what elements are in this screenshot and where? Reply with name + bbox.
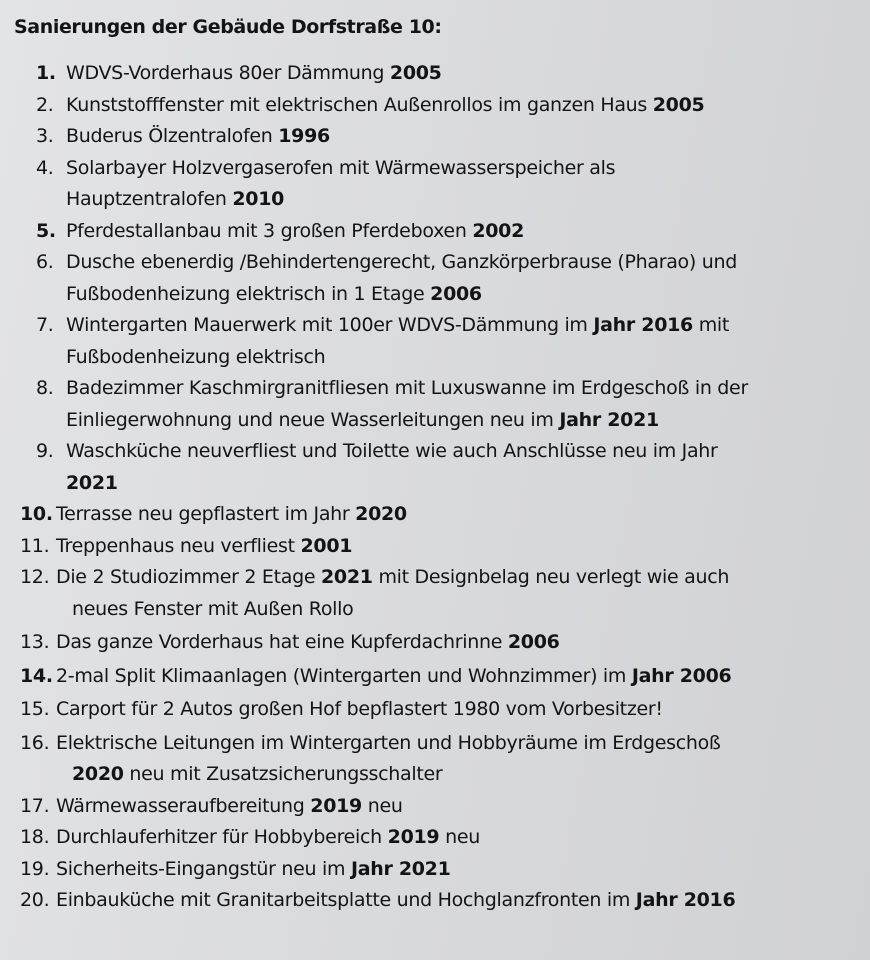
list-item-line	[66, 405, 748, 437]
item-text-segment: Dusche ebenerdig /Behindertengerecht, Ganzkörperbrause (Pharao) und	[66, 251, 737, 273]
item-text-segment: Solarbayer Holzvergaserofen mit Wärmewasserspeicher als	[66, 156, 616, 179]
list-item	[14, 694, 850, 726]
list-item-text	[56, 562, 729, 625]
year-highlight: 2002	[472, 219, 524, 242]
list-item-text	[66, 436, 718, 499]
item-text-segment: mit	[692, 314, 730, 336]
list-item-line	[66, 58, 442, 90]
list-item	[14, 885, 850, 917]
item-text-segment: mit Designbelag neu verlegt wie auch	[372, 566, 730, 588]
item-text-segment: Fußbodenheizung elektrisch	[66, 345, 326, 368]
list-item-text	[56, 728, 721, 791]
list-item-number: 20.	[20, 889, 50, 911]
list-item-text	[66, 58, 442, 90]
year-highlight: 2019	[310, 794, 362, 817]
item-text-segment: Wärmewasseraufbereitung	[56, 794, 311, 817]
year-highlight: 2021	[321, 566, 373, 588]
list-item-number: 5.	[36, 219, 56, 242]
item-text-segment: neu	[439, 826, 480, 848]
list-item-line	[66, 436, 718, 468]
list-item-line	[66, 310, 729, 342]
item-text-segment: neu	[361, 794, 403, 817]
list-item-number: 3.	[36, 125, 54, 147]
list-item-line	[66, 468, 718, 500]
list-item-line	[66, 121, 330, 153]
item-text-segment: 2-mal Split Klimaanlagen (Wintergarten und Wohnzimmer) im	[56, 664, 632, 687]
item-text-segment: Pferdestallanbau mit 3 großen Pferdeboxen	[66, 219, 473, 242]
list-item	[14, 822, 850, 854]
list-item-line	[56, 854, 451, 886]
year-highlight: 2006	[430, 282, 482, 305]
year-highlight: Jahr 2021	[350, 857, 451, 880]
year-highlight: 2019	[387, 826, 440, 848]
list-item-text	[66, 310, 729, 373]
list-item-line	[66, 90, 704, 122]
item-text-segment: Terrasse neu gepflastert im Jahr	[56, 503, 356, 525]
list-item-text	[56, 854, 451, 886]
list-item-text	[56, 885, 735, 917]
list-item	[14, 627, 850, 659]
list-item-line	[72, 594, 729, 626]
renovation-list	[14, 58, 850, 917]
list-item-text	[56, 694, 663, 726]
year-highlight: 2005	[389, 62, 442, 84]
list-item	[14, 728, 850, 791]
list-item-text	[66, 90, 704, 122]
list-item-line	[66, 373, 748, 405]
item-text-segment: Treppenhaus neu verfliest	[56, 534, 301, 557]
list-item-number: 2.	[36, 93, 54, 116]
list-item-text	[56, 822, 480, 854]
year-highlight: 2006	[507, 631, 560, 653]
list-item-text	[66, 121, 330, 153]
year-highlight: Jahr 2016	[635, 889, 736, 911]
item-text-segment: Hauptzentralofen	[66, 188, 233, 210]
list-item-number: 8.	[36, 377, 54, 399]
list-item-text	[56, 791, 403, 823]
list-item	[14, 216, 850, 248]
year-highlight: 1996	[278, 125, 330, 147]
list-item-text	[56, 531, 352, 563]
list-item	[14, 531, 850, 563]
list-item	[14, 373, 850, 436]
list-item-text	[66, 247, 737, 310]
list-item-number: 12.	[20, 566, 50, 588]
year-highlight: 2020	[72, 763, 124, 785]
list-item-text	[66, 216, 524, 248]
item-text-segment: Kunststofffenster mit elektrischen Außenrollos im ganzen Haus	[66, 93, 653, 116]
year-highlight: Jahr 2006	[631, 664, 732, 687]
list-item	[14, 247, 850, 310]
list-item	[14, 661, 850, 693]
list-item-number: 7.	[36, 314, 54, 336]
item-text-segment: Elektrische Leitungen im Wintergarten und Hobbyräume im Erdgeschoß	[56, 731, 721, 754]
list-item-line	[56, 499, 407, 531]
year-highlight: Jahr 2016	[593, 314, 693, 336]
item-text-segment: Sicherheits-Eingangstür neu im	[56, 857, 351, 880]
list-item	[14, 121, 850, 153]
item-text-segment: neu mit Zusatzsicherungsschalter	[123, 763, 443, 785]
item-text-segment: Waschküche neuverfliest und Toilette wie auch Anschlüsse neu im Jahr	[66, 440, 718, 462]
list-item-number: 15.	[20, 698, 50, 720]
list-item-line	[72, 759, 721, 791]
list-item	[14, 791, 850, 823]
list-item-number: 17.	[20, 794, 50, 817]
list-item	[14, 499, 850, 531]
list-item-line	[56, 531, 352, 563]
list-item-line	[66, 184, 615, 216]
list-item-number: 9.	[36, 440, 54, 462]
list-item	[14, 58, 850, 90]
list-item	[14, 562, 850, 625]
list-item	[14, 436, 850, 499]
list-item-line	[56, 661, 731, 693]
list-item-number: 19.	[20, 857, 50, 880]
list-item-line	[56, 562, 729, 594]
year-highlight: Jahr 2021	[559, 408, 659, 431]
item-text-segment: Wintergarten Mauerwerk mit 100er WDVS-Dämmung im	[66, 314, 594, 336]
list-item-number: 18.	[20, 826, 50, 848]
list-item-line	[56, 728, 721, 760]
item-text-segment: Badezimmer Kaschmirgranitfliesen mit Luxuswanne im Erdgeschoß in der	[66, 377, 748, 399]
list-item-number: 16.	[20, 731, 50, 754]
list-item-number: 14.	[20, 664, 53, 687]
list-item-text	[66, 373, 748, 436]
list-item-line	[66, 216, 524, 248]
list-item-number: 13.	[20, 631, 50, 653]
item-text-segment: Durchlauferhitzer für Hobbybereich	[56, 826, 388, 848]
list-item-line	[56, 822, 480, 854]
list-item-line	[56, 627, 560, 659]
list-item-line	[66, 247, 737, 279]
item-text-segment: Das ganze Vorderhaus hat eine Kupferdachrinne	[56, 631, 508, 653]
year-highlight: 2001	[300, 534, 353, 557]
list-item-number: 4.	[36, 156, 54, 179]
list-item-number: 1.	[36, 62, 56, 84]
list-item-text	[56, 661, 731, 693]
year-highlight: 2020	[355, 503, 407, 525]
list-item-text	[66, 153, 615, 216]
list-item-line	[66, 153, 615, 185]
item-text-segment: neues Fenster mit Außen Rollo	[72, 597, 354, 620]
list-item-line	[66, 342, 729, 374]
list-item-line	[56, 694, 663, 726]
item-text-segment: Buderus Ölzentralofen	[66, 125, 279, 147]
list-item-text	[56, 499, 407, 531]
item-text-segment: Die 2 Studiozimmer 2 Etage	[56, 566, 322, 588]
item-text-segment: Einliegerwohnung und neue Wasserleitungen neu im	[66, 408, 560, 431]
list-item-number: 11.	[20, 534, 50, 557]
list-item	[14, 153, 850, 216]
list-item	[14, 90, 850, 122]
item-text-segment: Carport für 2 Autos großen Hof bepflastert 1980 vom Vorbesitzer!	[56, 698, 663, 720]
list-item	[14, 310, 850, 373]
year-highlight: 2005	[652, 93, 705, 116]
list-item-line	[66, 279, 737, 311]
item-text-segment: Fußbodenheizung elektrisch in 1 Etage	[66, 282, 431, 305]
list-item-line	[56, 885, 735, 917]
list-item-number: 10.	[20, 503, 53, 525]
item-text-segment: Einbauküche mit Granitarbeitsplatte und Hochglanzfronten im	[56, 889, 636, 911]
list-item-text	[56, 627, 560, 659]
year-highlight: 2010	[232, 188, 285, 210]
item-text-segment: WDVS-Vorderhaus 80er Dämmung	[66, 62, 390, 84]
list-item-line	[56, 791, 403, 823]
list-item-number: 6.	[36, 251, 54, 273]
document-title: Sanierungen der Gebäude Dorfstraße 10:	[14, 16, 442, 38]
list-item	[14, 854, 850, 886]
year-highlight: 2021	[66, 471, 118, 494]
